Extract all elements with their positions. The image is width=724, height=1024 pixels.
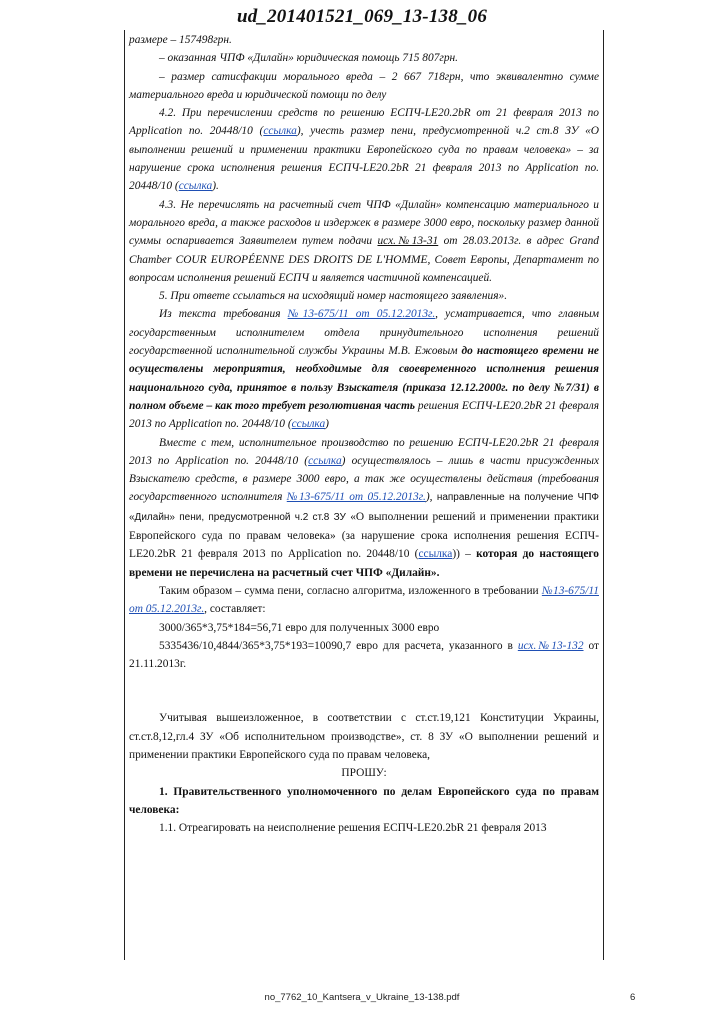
text-run: Таким образом – сумма пени, согласно алгоритма, изложенного в требовании — [159, 584, 542, 597]
paragraph-4-2 — [129, 104, 599, 195]
document-header-title: ud_201401521_069_13-138_06 — [236, 6, 488, 27]
paragraph — [129, 582, 599, 619]
paragraph: размере – 157498грн. — [129, 34, 232, 46]
text-run: «О выполнении решений и применении практики Европейского суда по правам человека» (за нарушение срока исполнения решения ЕСПЧ-LE20.2bR 21 февраля 2013 по Application no. 20448/10 ( — [129, 510, 599, 561]
footer-filename: no_7762_10_Kantsera_v_Ukraine_13-138.pdf — [264, 992, 460, 1003]
text-run: 4.3. Не перечислять на расчетный счет ЧПФ «Дилайн» компенсацию материального и морального вреда, а также расходов и издержек в размере 3000 евро, поскольку размер данной суммы оспаривается Заявителем путем подачи — [129, 198, 599, 248]
text-run: , усматривается, что главным государственным исполнителем отдела принудительного исполнения решений государственной исполнительной службы Украины М.В. Ежовым — [129, 308, 599, 358]
paragraph — [129, 305, 599, 433]
hyperlink[interactable]: ссылка — [418, 548, 453, 561]
paragraph: – размер сатисфакции морального вреда – 2 667 718грн, что эквивалентно сумме материального вреда и юридической помощи по делу — [129, 70, 599, 101]
request-item-1: 1. Правительственного уполномоченного по делам Европейского суда по правам человека: — [129, 785, 599, 816]
formula-line — [129, 637, 599, 674]
text-run: решения ЕСПЧ-LE20.2bR 21 февраля 2013 по Application no. 20448/10 ( — [129, 399, 599, 431]
hyperlink[interactable]: исх.№13-132 — [517, 639, 584, 652]
text-run: 4.2. При перечислении средств по решению ЕСПЧ-LE20.2bR от 21 февраля 2013 по Application no. 20448/10 ( — [129, 107, 599, 138]
text-run: Вместе с тем, исполнительное производство по решению ЕСПЧ-LE20.2bR 21 февраля 2013 по Application no. 20448/10 ( — [129, 436, 599, 467]
paragraph: – оказанная ЧПФ «Дилайн» юридическая помощь 715 807грн. — [159, 52, 459, 65]
hyperlink[interactable]: ссылка — [178, 180, 213, 193]
text-run: ) осуществлялось – лишь в части присужденных Взыскателю средств, в размере 3000 евро, а так же осуществлены действия (требования государственного исполнителя — [129, 454, 600, 504]
outgoing-reference: исх.№13-31 — [377, 235, 439, 248]
small-text-run: направленные на получение ЧПФ «Дилайн» пени, предусмотренной ч.2 ст.8 ЗУ — [129, 492, 599, 523]
paragraph: Учитывая вышеизложенное, в соответствии с ст.ст.19,121 Конституции Украины, ст.ст.8,12,гл.4 ЗУ «Об исполнительном производстве», ст. 8 ЗУ «О выполнении решений и применении практики Европейского суда по правам человека, — [129, 712, 599, 761]
text-run: 5335436/10,4844/365*3,75*193=10090,7 евро для расчета, указанного в — [159, 639, 518, 652]
request-heading: ПРОШУ: — [341, 767, 387, 780]
document-body — [129, 31, 599, 837]
hyperlink[interactable]: №13-675/11 от 05.12.2013г. — [286, 491, 426, 504]
paragraph — [129, 434, 599, 582]
text-run: Из текста требования — [159, 308, 288, 321]
text-run: ). — [212, 180, 219, 193]
hyperlink[interactable]: ссылка — [291, 418, 326, 431]
text-run: ), — [425, 491, 437, 504]
hyperlink[interactable]: ссылка — [308, 454, 342, 467]
text-run: от 21.11.2013г. — [129, 639, 600, 671]
hyperlink[interactable]: №13-675/11 от 05.12.2013г. — [287, 308, 436, 321]
text-run: от 28.03.2013г. в адрес Grand Chamber COUR EUROPÉENNE DES DROITS DE L'HOMME, Совет Европы, Департамент по вопросам исполнения решений ЕСПЧ и является частичной компенсацией. — [129, 235, 599, 284]
paragraph-4-3 — [129, 196, 599, 287]
formula-line: 3000/365*3,75*184=56,71 евро для полученных 3000 евро — [159, 621, 440, 634]
text-run: , составляет: — [204, 603, 266, 616]
text-run: )) – — [452, 548, 477, 561]
bold-text: которая до настоящего времени не перечислена на расчетный счет ЧПФ «Дилайн». — [129, 548, 599, 579]
text-run: ) — [325, 418, 329, 431]
request-item-1-1: 1.1. Отреагировать на неисполнение решения ЕСПЧ-LE20.2bR 21 февраля 2013 — [159, 822, 547, 835]
bold-text: до настоящего времени не осуществлены мероприятия, необходимые для своевременного исполнения решения национального суда, принятое в пользу Взыскателя (приказа 12.12.2000г. по делу №7/31) в полном объеме – как того требует резолютивная часть — [129, 345, 599, 412]
hyperlink[interactable]: №13-675/11 от 05.12.2013г. — [129, 584, 599, 616]
spacer — [129, 673, 599, 709]
paragraph-5: 5. При ответе ссылаться на исходящий номер настоящего заявления». — [159, 290, 508, 303]
text-run: ), учесть размер пени, предусмотренной ч.2 ст.8 ЗУ «О выполнении решений и применении практики Европейского суда по правам человека» – за нарушение срока исполнения решения ЕСПЧ-LE20.2bR 21 февраля 2013 по Application no. 20448/10 ( — [129, 125, 599, 193]
hyperlink[interactable]: ссылка — [263, 125, 297, 138]
footer-page-number: 6 — [630, 992, 636, 1003]
